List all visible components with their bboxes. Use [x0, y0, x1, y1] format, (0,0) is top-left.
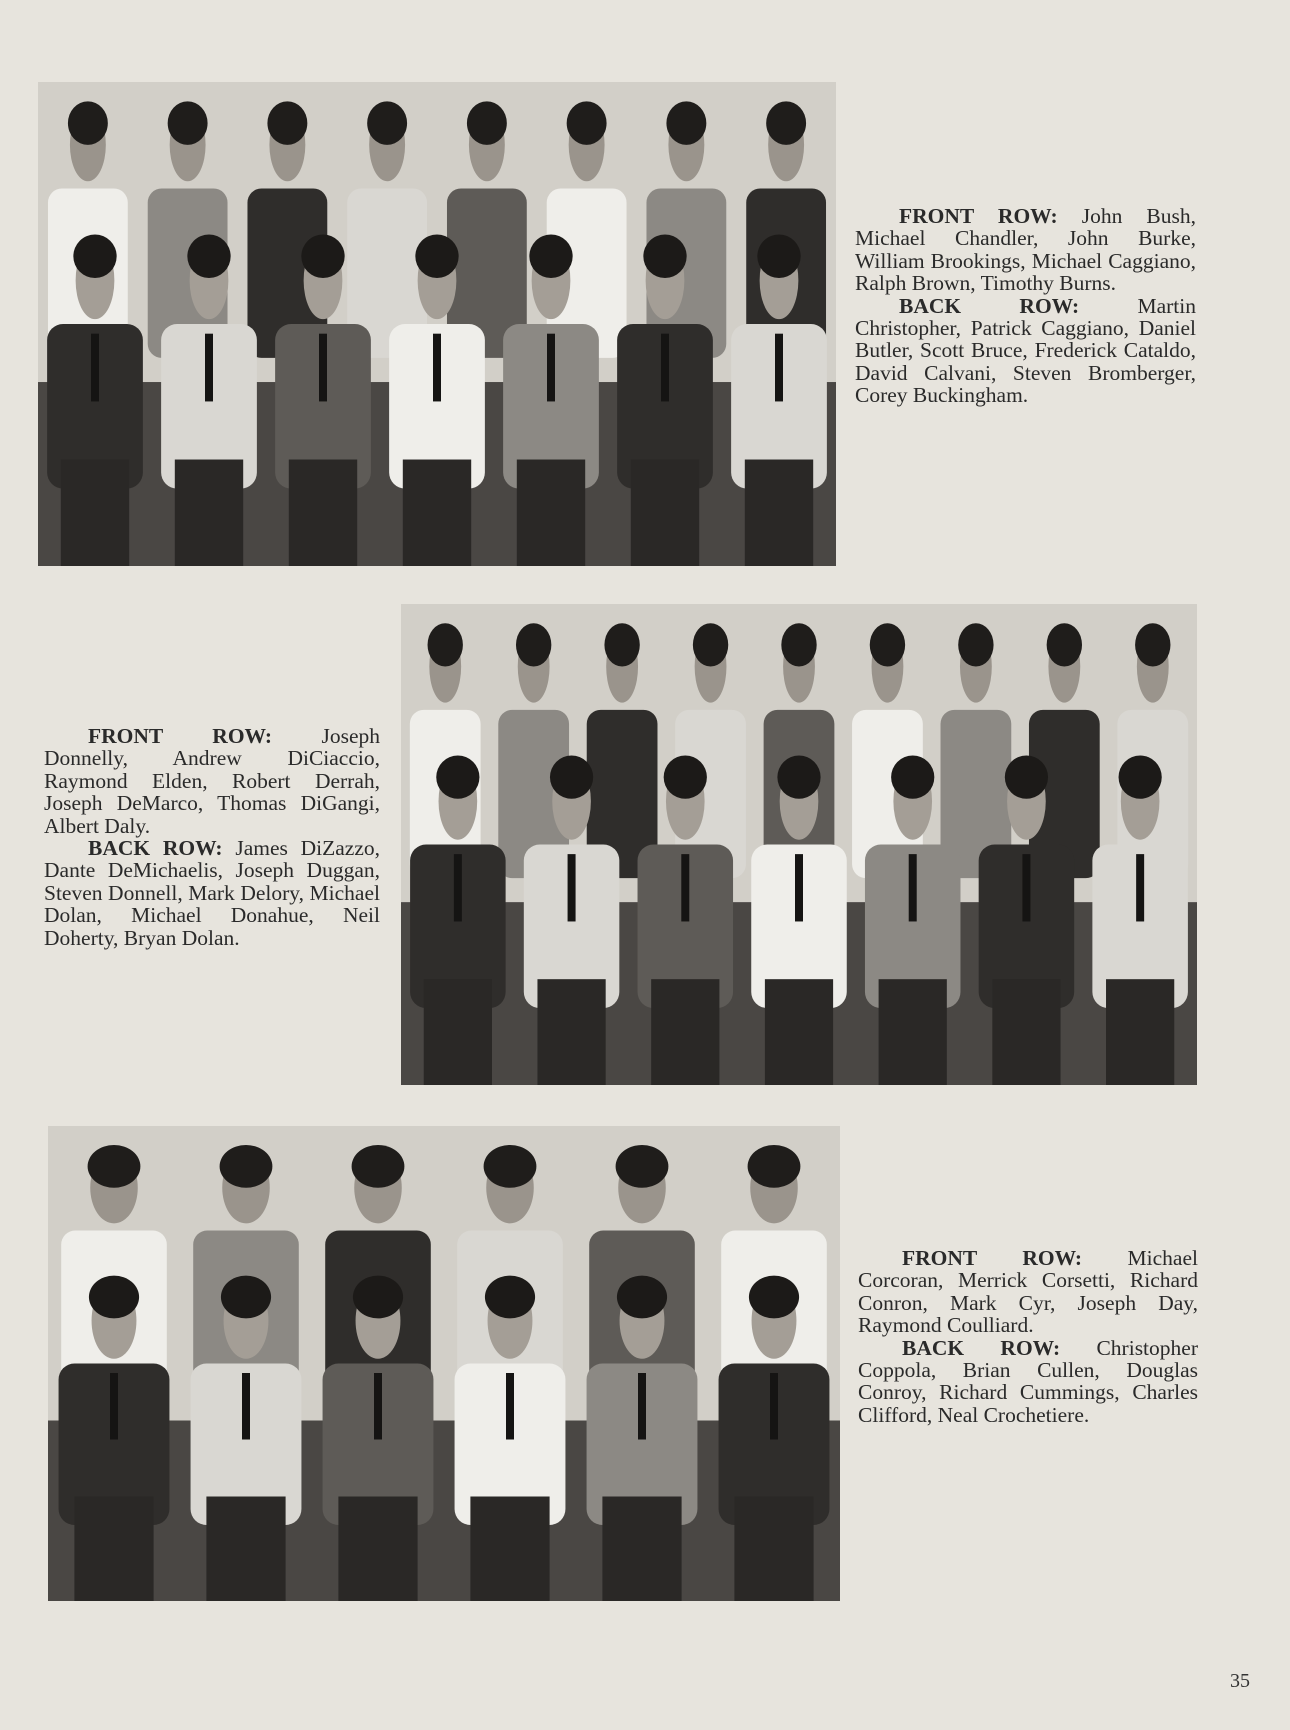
photo-illustration [38, 82, 836, 566]
front-row-names: Joseph Donnelly, Andrew DiCiaccio, Raymond Elden, Robert Derrah, Joseph DeMarco, Thomas DiGangi, Albert Daly. [44, 724, 380, 838]
back-row-label: BACK ROW: [899, 293, 1080, 318]
photo-illustration [401, 604, 1197, 1085]
back-row-label: BACK ROW: [902, 1335, 1061, 1360]
caption-1 [855, 205, 1196, 407]
class-photo-2 [401, 604, 1197, 1085]
front-row-names: Michael Corcoran, Merrick Corsetti, Richard Conron, Mark Cyr, Joseph Day, Raymond Coulliard. [858, 1246, 1198, 1338]
photo-illustration [48, 1126, 840, 1601]
page-number: 35 [1230, 1670, 1250, 1692]
front-row-names: John Bush, Michael Chandler, John Burke, William Brookings, Michael Caggiano, Ralph Brown, Timothy Burns. [855, 204, 1197, 296]
front-row-label: FRONT ROW: [902, 1246, 1083, 1270]
back-row-names: Martin Christopher, Patrick Caggiano, Daniel Butler, Scott Bruce, Frederick Cataldo, David Calvani, Steven Bromberger, Corey Buckingham. [855, 293, 1196, 408]
caption-3 [858, 1247, 1198, 1426]
front-row-label: FRONT ROW: [899, 204, 1058, 228]
front-row-label: FRONT ROW: [88, 724, 273, 748]
class-photo-3 [48, 1126, 840, 1601]
back-row-label: BACK ROW: [88, 836, 223, 861]
caption-2 [44, 725, 380, 949]
back-row-names: James DiZazzo, Dante DeMichaelis, Joseph Duggan, Steven Donnell, Mark Delory, Michael Dolan, Michael Donahue, Neil Doherty, Bryan Dolan. [44, 836, 381, 950]
class-photo-1 [38, 82, 836, 566]
back-row-names: Christopher Coppola, Brian Cullen, Douglas Conroy, Richard Cummings, Charles Clifford, Neal Crochetiere. [858, 1335, 1198, 1427]
